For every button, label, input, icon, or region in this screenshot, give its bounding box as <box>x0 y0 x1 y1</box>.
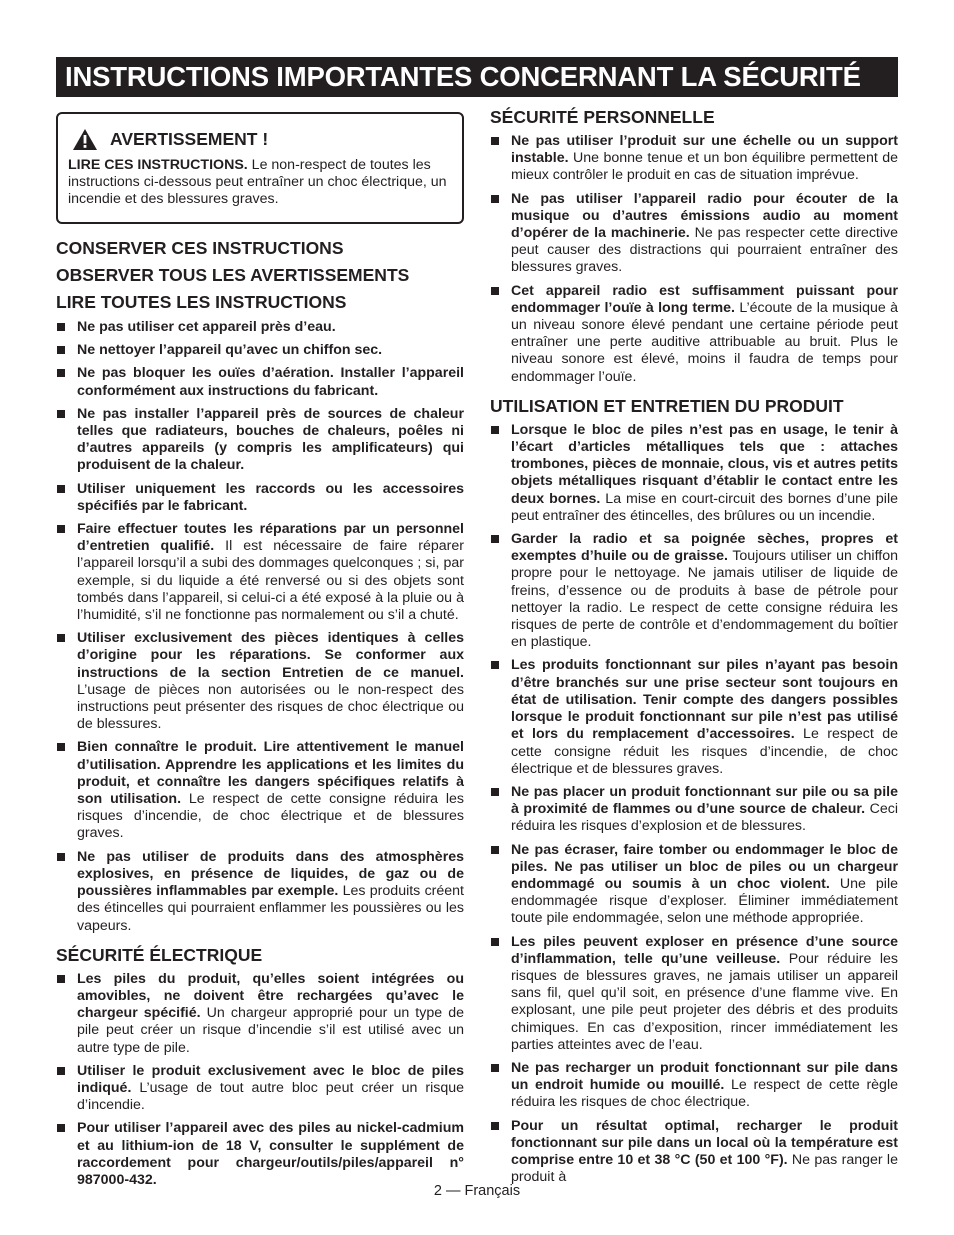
warning-triangle-icon <box>72 128 98 151</box>
square-bullet-icon <box>57 1124 65 1132</box>
list-item <box>56 481 464 515</box>
item-text: Il est nécessaire de faire réparer l’appareil lorsqu’il a subi des dommages quelconques ; si, par exemple, si du liquide a été renversé ou si des objets sont tombés dans l’appareil, si celui-ci a été exposé à la pluie ou à l’humidité, s’il ne fonctionne pas normalement ou s’il a chuté. <box>77 538 464 624</box>
item-text: Une pile endommagée risque d’exploser. Éliminer immédiatement toute pile endommagée, selon une méthode appropriée. <box>511 875 898 927</box>
item-text: La mise en court-circuit des bornes d’une pile peut entraîner des étincelles, des brûlures ou un incendie. <box>511 490 898 524</box>
warning-text <box>68 157 452 208</box>
item-bold-text: Utiliser exclusivement des pièces identiques à celles d’origine pour les réparations. Se conformer aux instructions de la section Entretien de ce manuel. <box>77 630 464 681</box>
list-item <box>56 1063 464 1115</box>
section-heading-electrical: SÉCURITÉ ÉLECTRIQUE <box>56 944 263 965</box>
square-bullet-icon <box>491 287 499 295</box>
item-bold-text: Ne pas utiliser cet appareil près d’eau. <box>77 319 336 335</box>
list-item <box>56 521 464 624</box>
list-item <box>56 849 464 935</box>
warning-header <box>72 128 452 151</box>
list-item <box>56 739 464 842</box>
square-bullet-icon <box>491 195 499 203</box>
item-text: Un chargeur approprié pour un type de pile peut créer un risque d’incendie s’il est utilisé avec un autre type de pile. <box>77 1005 464 1056</box>
item-bold-text: Utiliser le produit exclusivement avec le bloc de piles indiqué. <box>77 1062 464 1096</box>
square-bullet-icon <box>491 1064 499 1072</box>
list-item <box>490 133 898 185</box>
item-text: Les produits créent des étincelles qui pourraient enflammer les poussières ou les vapeurs. <box>77 883 465 934</box>
item-bold-text: Ne pas installer l’appareil près de sources de chaleur telles que radiateurs, bouches de chaleurs, poêles ni d’autres appareils (y compris les amplificateurs) qui produisent de la chaleur. <box>77 405 464 474</box>
electrical-safety-list <box>56 971 464 1189</box>
square-bullet-icon <box>491 535 499 543</box>
heading-read-instructions: LIRE TOUTES LES INSTRUCTIONS <box>56 292 347 312</box>
item-text: Ceci réduira les risques d’explosion et de blessures. <box>511 801 899 835</box>
page-title: INSTRUCTIONS IMPORTANTES CONCERNANT LA SÉCURITÉ <box>56 57 898 97</box>
item-bold-text: Ne pas utiliser l’appareil radio pour écouter de la musique ou d’autres émissions audio au moment d’opérer de la machinerie. <box>511 190 898 242</box>
item-text: Toujours utiliser un chiffon propre pour le nettoyage. Ne jamais utiliser de liquide de freins, d’essence ou de produits à base de pétrole pour nettoyer la radio. Le respect de cette consigne réduira les risques de perte de contrôle et d’endommagement du boîtier en plastique. <box>511 548 898 651</box>
square-bullet-icon <box>57 485 65 493</box>
item-text: L’usage de pièces non autorisées ou le non-respect des instructions peut présenter des risques de choc électrique ou de blessures. <box>77 681 464 733</box>
item-text: Ne pas ranger le produit à <box>511 1151 898 1186</box>
item-bold-text: Ne pas écraser, faire tomber ou endommager le bloc de piles. Ne pas utiliser un bloc de piles ou un chargeur endommagé ou soumis à un choc violent. <box>511 841 898 892</box>
warning-title: AVERTISSEMENT ! <box>110 129 269 149</box>
list-item <box>490 842 898 928</box>
item-text: Le respect de cette règle réduira les risques de choc électrique. <box>511 1077 898 1111</box>
square-bullet-icon <box>57 410 65 418</box>
product-use-list <box>490 422 898 1187</box>
left-column <box>56 112 464 1195</box>
square-bullet-icon <box>57 346 65 354</box>
item-bold-text: Pour utiliser l’appareil avec des piles au nickel-cadmium et au lithium-ion de 18 V, consulter le supplément de raccordement pour chargeur/outils/piles/appareil n° 987000-432. <box>77 1120 464 1188</box>
heading-observe-warnings: OBSERVER TOUS LES AVERTISSEMENTS <box>56 265 410 285</box>
square-bullet-icon <box>57 1067 65 1075</box>
section-heading-personal: SÉCURITÉ PERSONNELLE <box>490 107 715 127</box>
warning-body: Le non-respect de toutes les instructions ci-dessous peut entraîner un choc électrique, un incendie et des blessures graves. <box>68 157 447 207</box>
item-bold-text: Les produits fonctionnant sur piles n’ayant pas besoin d’être branchés sur une prise secteur sont toujours en état de utilisation. Tenir compte des dangers possibles lorsque le produit fonctionnant sur pile n’est pas utilisé et lors du remplacement d’accessoires. <box>511 657 898 743</box>
item-bold-text: Faire effectuer toutes les réparations par un personnel d’entretien qualifié. <box>77 521 464 555</box>
item-bold-text: Garder la radio et sa poignée sèches, propres et exemptes d’huile ou de graisse. <box>511 531 898 565</box>
item-bold-text: Ne nettoyer l’appareil qu’avec un chiffon sec. <box>77 342 383 359</box>
list-item <box>490 1118 898 1187</box>
square-bullet-icon <box>57 853 65 861</box>
square-bullet-icon <box>491 846 499 854</box>
item-text: L’écoute de la musique à un niveau sonore élevé pendant une certaine période peut entraîner une perte auditive attribuable au bruit. Plus le niveau sonore est élevé, moins il faudra de temps pour endommager l’ouïe. <box>511 299 898 385</box>
page-footer: 2 — Français <box>433 1183 521 1199</box>
square-bullet-icon <box>57 634 65 642</box>
list-item <box>56 342 464 359</box>
personal-safety-list <box>490 133 898 386</box>
warning-box <box>56 112 464 224</box>
right-column <box>490 107 899 1192</box>
list-item <box>490 1060 898 1112</box>
item-text: Le respect de cette consigne réduira les risques d’incendie, de choc électrique et de blessures graves. <box>77 791 464 842</box>
square-bullet-icon <box>57 743 65 751</box>
item-bold-text: Ne pas utiliser l’produit sur une échelle ou un support instable. <box>511 133 898 167</box>
list-item <box>56 365 464 399</box>
item-bold-text: Utiliser uniquement les raccords ou les accessoires spécifiés par le fabricant. <box>77 480 464 514</box>
square-bullet-icon <box>491 426 499 434</box>
list-item <box>490 784 898 836</box>
list-item <box>56 406 464 475</box>
item-bold-text: Les piles du produit, qu’elles soient intégrées ou amovibles, ne doivent être rechargées qu’avec le chargeur spécifié. <box>77 970 464 1022</box>
square-bullet-icon <box>491 137 499 145</box>
list-item <box>490 657 898 777</box>
section-heading-product-use: UTILISATION ET ENTRETIEN DU PRODUIT <box>490 395 844 416</box>
list-item <box>490 191 898 277</box>
square-bullet-icon <box>57 369 65 377</box>
list-item <box>56 1120 464 1189</box>
square-bullet-icon <box>491 661 499 669</box>
item-bold-text: Bien connaître le produit. Lire attentivement le manuel d’utilisation. Apprendre les applications et les limites du produit, et connaître les dangers spécifiques relatifs à son utilisation. <box>77 739 464 808</box>
item-bold-text: Les piles peuvent exploser en présence d’une source d’inflammation, telle qu’une veilleuse. <box>511 933 898 967</box>
list-item <box>56 630 464 733</box>
list-item <box>56 319 464 336</box>
square-bullet-icon <box>491 788 499 796</box>
general-safety-list <box>56 319 464 935</box>
square-bullet-icon <box>491 938 499 946</box>
item-text: Une bonne tenue et un bon équilibre permettent de mieux contrôler le produit en cas de situation imprévue. <box>511 150 898 184</box>
list-item <box>56 971 464 1057</box>
list-item <box>490 422 898 525</box>
list-item <box>490 283 898 386</box>
item-bold-text: Lorsque le bloc de piles n’est pas en usage, le tenir à l’écart d’articles métalliques tels que : attaches trombones, pièces de monnaie, clous, vis et autres petits objets métalliques risquant d’établir le contact entre les deux bornes. <box>511 421 898 507</box>
item-bold-text: Ne pas utiliser de produits dans des atmosphères explosives, en présence de liquides, de gaz ou de poussières inflammables par exemple. <box>77 848 464 900</box>
square-bullet-icon <box>57 975 65 983</box>
warning-lead: LIRE CES INSTRUCTIONS. <box>68 157 248 173</box>
square-bullet-icon <box>491 1122 499 1130</box>
square-bullet-icon <box>57 525 65 533</box>
item-bold-text: Ne pas bloquer les ouïes d’aération. Installer l’appareil conformément aux instructions du fabricant. <box>77 365 464 399</box>
item-text: L’usage de tout autre bloc peut créer un risque d’incendie. <box>77 1079 464 1114</box>
list-item <box>490 531 898 651</box>
list-item <box>490 934 898 1054</box>
item-text: Le respect de cette consigne réduit les risques d’incendie, de choc électrique et de blessures graves. <box>511 726 898 777</box>
item-bold-text: Ne pas recharger un produit fonctionnant sur pile dans un endroit humide ou mouillé. <box>511 1059 898 1094</box>
item-bold-text: Ne pas placer un produit fonctionnant sur pile ou sa pile à proximité de flammes ou d’une source de chaleur. <box>511 783 898 818</box>
item-bold-text: Pour un résultat optimal, recharger le produit fonctionnant sur pile dans un local où la température est comprise entre 10 et 38 °C (50 et 100 °F). <box>511 1117 898 1168</box>
heading-keep-instructions: CONSERVER CES INSTRUCTIONS <box>56 238 344 258</box>
item-text: Ne pas respecter cette directive peut causer des distractions qui pourraient entraîner des blessures graves. <box>511 225 898 276</box>
item-text: Pour réduire les risques de blessures graves, ne jamais utiliser un appareil sans fil, quel qu’il soit, en présence d’une flamme vive. En explosant, une pile peut projeter des débris et des produits chimiques. En cas d’exposition, rincer immédiatement les parties atteintes avec de l’eau. <box>511 950 898 1053</box>
item-bold-text: Cet appareil radio est suffisamment puissant pour endommager l’ouïe à long terme. <box>511 282 898 316</box>
square-bullet-icon <box>57 323 65 331</box>
